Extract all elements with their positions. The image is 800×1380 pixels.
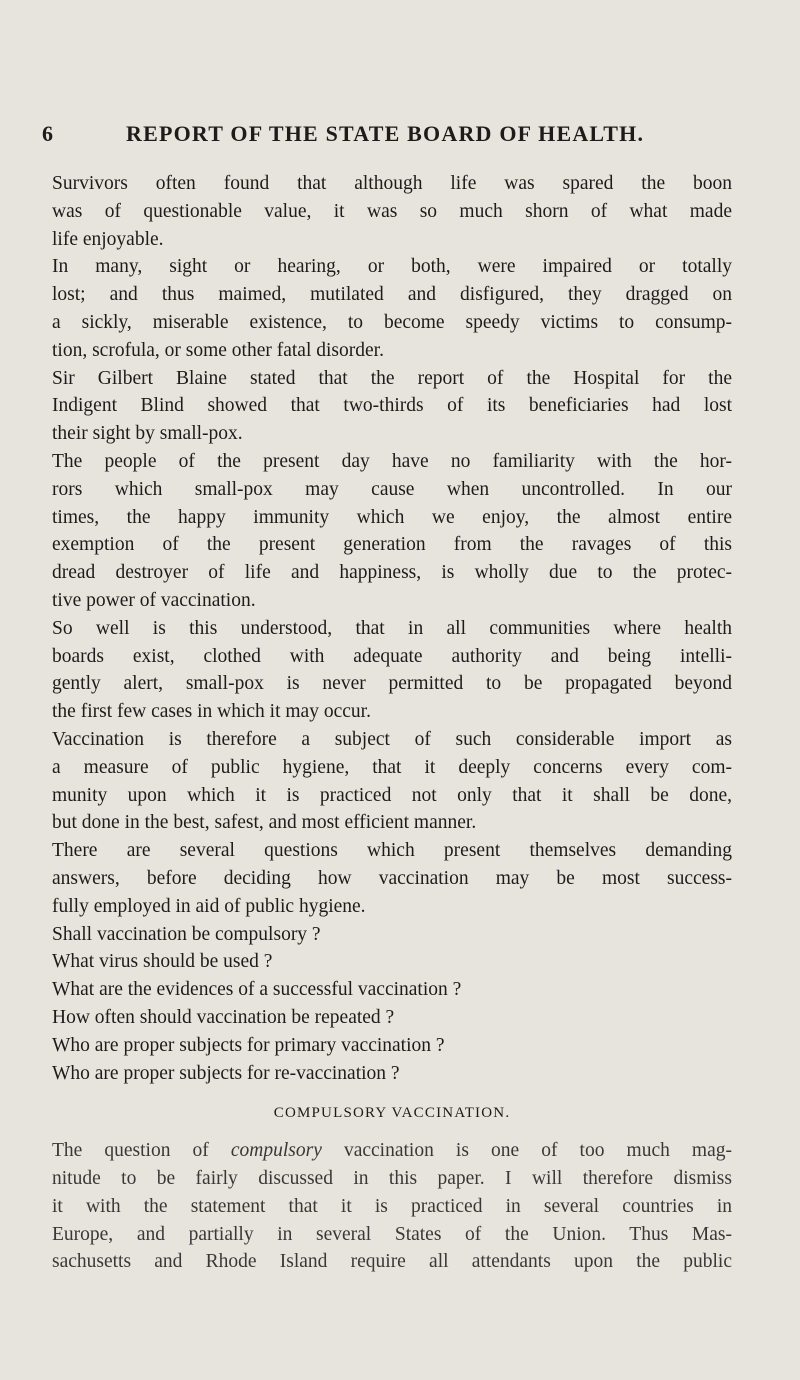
- paragraph: [52, 365, 732, 448]
- text-line: nitude to be fairly discussed in this paper. I will therefore dismiss: [52, 1168, 732, 1190]
- running-title: REPORT OF THE STATE BOARD OF HEALTH.: [126, 121, 645, 146]
- text-line: [52, 1137, 732, 1165]
- text-line: tive power of vaccination.: [52, 589, 256, 611]
- text-line: gently alert, small-pox is never permitted to be propagated beyond: [52, 673, 732, 695]
- text-line: it with the statement that it is practiced in several countries in: [52, 1195, 732, 1217]
- question-item: How often should vaccination be repeated ?: [52, 1006, 395, 1028]
- paragraph: [52, 448, 732, 615]
- text-line: a measure of public hygiene, that it deeply concerns every com-: [52, 756, 732, 778]
- text-line: lost; and thus maimed, mutilated and disfigured, they dragged on: [52, 284, 732, 306]
- text-line: boards exist, clothed with adequate authority and being intelli-: [52, 645, 732, 667]
- question-item: What virus should be used ?: [52, 951, 273, 973]
- paragraph: [52, 615, 732, 726]
- text-line: Sir Gilbert Blaine stated that the report of the Hospital for the: [52, 367, 732, 389]
- text-line: Vaccination is therefore a subject of such considerable import as: [52, 728, 732, 750]
- text-line: answers, before deciding how vaccination may be most success-: [52, 867, 732, 889]
- text-line: There are several questions which present themselves demanding: [52, 840, 732, 862]
- text-line: tion, scrofula, or some other fatal disorder.: [52, 339, 384, 361]
- text-line: the first few cases in which it may occur.: [52, 701, 371, 723]
- section-heading: COMPULSORY VACCINATION.: [273, 1105, 511, 1122]
- text-line: exemption of the present generation from the ravages of this: [52, 534, 732, 556]
- question-item: Who are proper subjects for primary vaccination ?: [52, 1034, 445, 1056]
- questions-list: [52, 921, 732, 1088]
- question-item: Shall vaccination be compulsory ?: [52, 923, 321, 945]
- text-line: Indigent Blind showed that two-thirds of its beneficiaries had lost: [52, 395, 732, 417]
- text-line: Survivors often found that although life was spared the boon: [52, 173, 732, 194]
- text-line: was of questionable value, it was so much shorn of what made: [52, 200, 732, 222]
- text-line: fully employed in aid of public hygiene.: [52, 895, 366, 917]
- paragraph: [52, 837, 732, 920]
- text-fragment: vaccination is one of too much mag-: [321, 1140, 732, 1162]
- text-line: but done in the best, safest, and most efficient manner.: [52, 812, 477, 834]
- question-item: Who are proper subjects for re-vaccination ?: [52, 1062, 400, 1084]
- text-line: munity upon which it is practiced not only that it shall be done,: [52, 784, 732, 806]
- page-number: 6: [42, 121, 55, 146]
- text-line: dread destroyer of life and happiness, is wholly due to the protec-: [52, 562, 732, 584]
- running-header: [42, 121, 732, 149]
- paragraph: [52, 253, 732, 364]
- emphasis-text: compulsory: [230, 1140, 322, 1162]
- text-line: sachusetts and Rhode Island require all attendants upon the public: [52, 1251, 732, 1273]
- text-line: a sickly, miserable existence, to become speedy victims to consump-: [52, 311, 732, 333]
- text-line: Europe, and partially in several States of the Union. Thus Mas-: [52, 1223, 732, 1245]
- text-line: life enjoyable.: [52, 228, 164, 250]
- question-item: What are the evidences of a successful vaccination ?: [52, 979, 462, 1001]
- text-line: rors which small-pox may cause when uncontrolled. In our: [52, 478, 732, 500]
- paragraph: [52, 726, 732, 837]
- text-line: So well is this understood, that in all communities where health: [52, 617, 732, 639]
- text-line: In many, sight or hearing, or both, were impaired or totally: [52, 256, 732, 278]
- text-fragment: The question of: [52, 1140, 231, 1162]
- paragraph: [52, 170, 732, 253]
- paragraph: [52, 1137, 732, 1276]
- text-line: times, the happy immunity which we enjoy, the almost entire: [52, 506, 732, 528]
- text-line: their sight by small-pox.: [52, 423, 243, 445]
- body-text: [52, 170, 732, 1276]
- text-line: The people of the present day have no familiarity with the hor-: [52, 450, 732, 472]
